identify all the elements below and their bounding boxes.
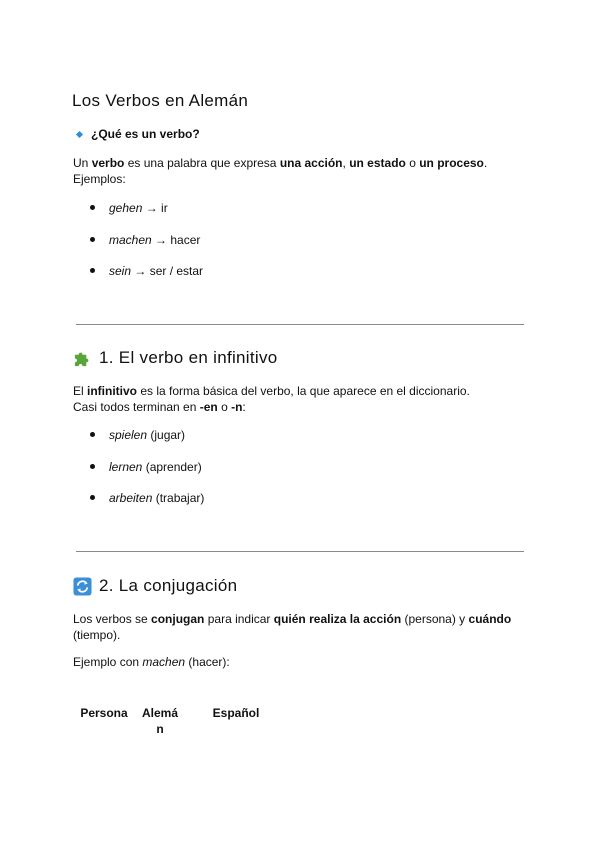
text-run-bold: cuándo (468, 612, 512, 626)
section2-heading (73, 576, 237, 596)
section1-heading (73, 348, 278, 368)
table-header-espanol: Español (212, 706, 260, 720)
bullet-icon (90, 464, 95, 469)
german-verb: sein (109, 264, 132, 278)
spanish-translation: (aprender) (142, 459, 202, 474)
section1-paragraph (73, 383, 470, 415)
text-run: o (405, 156, 420, 170)
intro-heading (75, 127, 200, 141)
german-verb: machen (109, 232, 152, 247)
divider (76, 324, 524, 325)
text-run: . (483, 156, 488, 170)
text-run: , (342, 156, 350, 170)
bullet-icon (90, 495, 95, 500)
text-run-bold: verbo (91, 156, 125, 170)
text-run: (hacer): (185, 655, 230, 669)
spanish-translation: (jugar) (147, 428, 186, 442)
german-verb: machen (142, 655, 186, 669)
arrow: → (142, 201, 162, 215)
text-run: o (217, 400, 232, 414)
spanish-translation: ir (161, 201, 168, 215)
spanish-translation: (trabajar) (152, 491, 205, 505)
list-item (90, 459, 204, 491)
spanish-translation: hacer (170, 232, 201, 247)
text-run: Los verbos se (73, 612, 152, 626)
intro-examples-list (90, 200, 203, 295)
text-run: Alemá (141, 706, 179, 720)
text-run: : (242, 400, 246, 414)
text-run-bold: -n (231, 400, 243, 414)
text-run: (persona) y (401, 612, 469, 626)
section1-examples-list (90, 427, 204, 522)
list-item (90, 490, 204, 522)
table-header-aleman (140, 705, 180, 737)
text-run: (tiempo). (73, 628, 121, 642)
text-run-bold: una acción (279, 156, 343, 170)
text-run: El (73, 384, 88, 398)
german-verb: spielen (109, 428, 148, 442)
german-verb: lernen (109, 459, 143, 474)
section1-heading-text: 1. El verbo en infinitivo (99, 348, 278, 367)
text-run: Un (73, 156, 92, 170)
text-run: Ejemplos: (73, 172, 126, 186)
bullet-icon (90, 205, 95, 210)
list-item (90, 200, 203, 232)
text-run: Ejemplo con (73, 655, 143, 669)
arrow: → (131, 264, 150, 278)
puzzle-icon (73, 349, 92, 368)
bullet-icon (90, 268, 95, 273)
text-run: n (156, 722, 164, 736)
intro-heading-text: ¿Qué es un verbo? (91, 127, 200, 141)
text-run-bold: -en (199, 400, 218, 414)
section2-heading-text: 2. La conjugación (99, 576, 238, 595)
text-run-bold: conjugan (151, 612, 205, 626)
diamond-bullet-icon (76, 130, 83, 137)
text-run-bold: un proceso (419, 156, 484, 170)
text-run-bold: quién realiza la acción (273, 612, 402, 626)
table-header-persona: Persona (80, 706, 128, 720)
section2-paragraph (73, 611, 511, 643)
list-item (90, 427, 204, 459)
intro-paragraph (73, 155, 487, 187)
bullet-icon (90, 432, 95, 437)
text-run: Casi todos terminan en (73, 400, 200, 414)
arrow: → (151, 232, 171, 247)
text-run: es la forma básica del verbo, la que aparece en el diccionario. (137, 384, 470, 398)
cycle-arrows-icon (73, 577, 92, 596)
text-run-bold: un estado (349, 156, 406, 170)
bullet-icon (90, 237, 95, 242)
divider (76, 551, 524, 552)
spanish-translation: ser / estar (149, 264, 204, 278)
document-title: Los Verbos en Alemán (72, 91, 249, 110)
text-run: para indicar (204, 612, 274, 626)
text-run: es una palabra que expresa (124, 156, 280, 170)
list-item (90, 232, 203, 264)
german-verb: arbeiten (109, 491, 153, 505)
german-verb: gehen (109, 201, 143, 215)
text-run-bold: infinitivo (87, 384, 138, 398)
list-item (90, 263, 203, 295)
section2-example-intro (73, 654, 230, 670)
